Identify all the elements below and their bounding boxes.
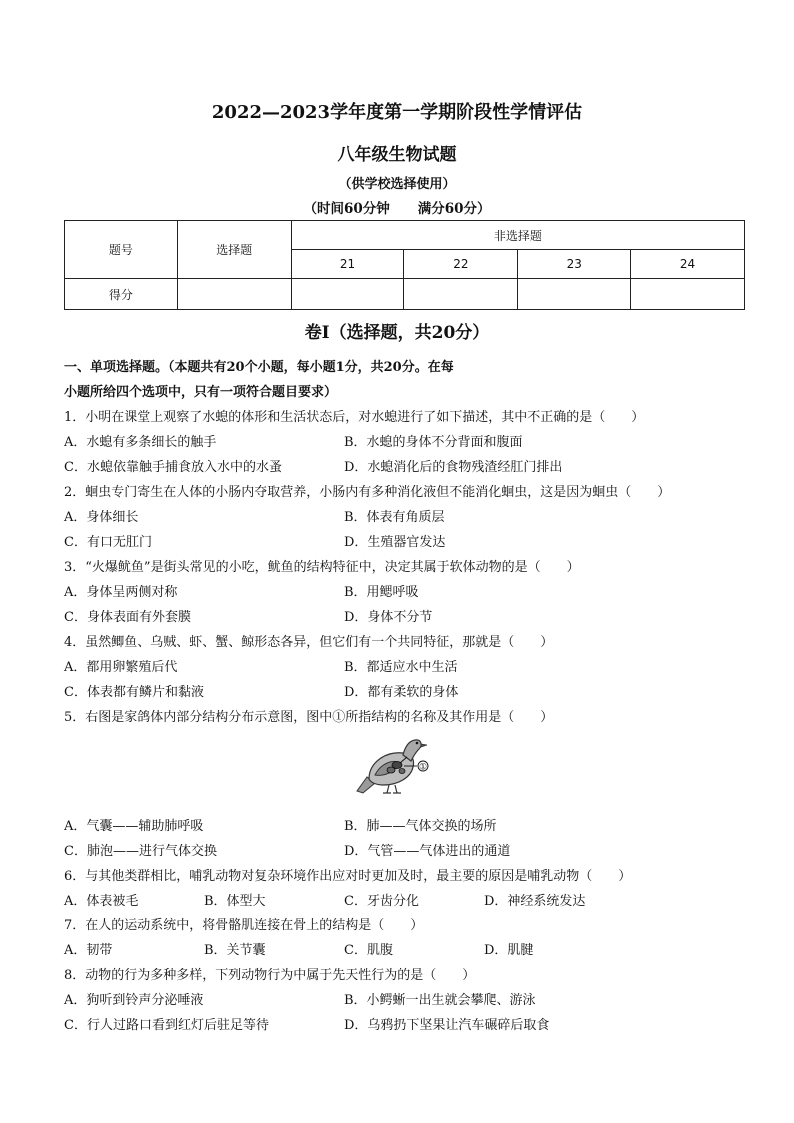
- section-instruction: 小题所给四个选项中，只有一项符合题目要求）: [64, 385, 338, 400]
- question-stem: 2．蛔虫专门寄生在人体的小肠内夺取营养，小肠内有多种消化液但不能消化蛔虫，这是因为蛔虫（ ）: [64, 485, 671, 500]
- score-cell-22[interactable]: [404, 279, 518, 310]
- question-option: B．体型大: [204, 894, 266, 909]
- question-stem: 1．小明在课堂上观察了水螅的体形和生活状态后，对水螅进行了如下描述，其中不正确的是（ ）: [64, 410, 645, 425]
- exam-note: （供学校选择使用）: [338, 177, 456, 192]
- section-instruction: 一、单项选择题。（本题共有20个小题，每小题1分，共20分。在每: [64, 360, 454, 375]
- score-row-label: 得分: [65, 279, 178, 310]
- question-option: C．肺泡——进行气体交换: [64, 844, 217, 859]
- pigeon-diagram: [355, 733, 435, 799]
- question-option: B．关节囊: [204, 943, 266, 958]
- question-option: B．用鳃呼吸: [344, 585, 419, 600]
- section-heading: 卷Ⅰ（选择题，共20分）: [304, 323, 490, 343]
- question-stem: 6．与其他类群相比，哺乳动物对复杂环境作出应对时更加及时，最主要的原因是哺乳动物（ ）: [64, 869, 632, 884]
- score-table-subheader: 21: [291, 250, 404, 279]
- question-option: A．都用卵繁殖后代: [64, 660, 178, 675]
- exam-subtitle: 八年级生物试题: [337, 145, 457, 165]
- question-option: D．乌鸦扔下坚果让汽车碾碎后取食: [344, 1018, 550, 1033]
- question-option: A．韧带: [64, 943, 113, 958]
- question-option: B．都适应水中生活: [344, 660, 458, 675]
- question-option: C．有口无肛门: [64, 535, 152, 550]
- question-stem: 4．虽然鲫鱼、乌贼、虾、蟹、鲸形态各异，但它们有一个共同特征，那就是（ ）: [64, 635, 554, 650]
- question-option: A．水螅有多条细长的触手: [64, 435, 217, 450]
- question-option: C．肌腹: [344, 943, 393, 958]
- score-cell-23[interactable]: [518, 279, 631, 310]
- question-option: D．神经系统发达: [484, 894, 586, 909]
- score-cell-choice[interactable]: [177, 279, 291, 310]
- pigeon-label: ①: [418, 762, 428, 773]
- score-table-header-question: 题号: [65, 221, 178, 279]
- question-option: D．身体不分节: [344, 610, 433, 625]
- exam-time: （时间60分钟: [303, 201, 390, 217]
- score-cell-24[interactable]: [631, 279, 745, 310]
- question-option: C．行人过路口看到红灯后驻足等待: [64, 1018, 269, 1033]
- score-table-header-nonchoice: 非选择题: [291, 221, 744, 250]
- question-option: A．身体呈两侧对称: [64, 585, 178, 600]
- question-option: C．体表都有鳞片和黏液: [64, 685, 204, 700]
- score-cell-21[interactable]: [291, 279, 404, 310]
- question-option: B．肺——气体交换的场所: [344, 819, 497, 834]
- question-option: B．体表有角质层: [344, 510, 445, 525]
- question-option: C．身体表面有外套膜: [64, 610, 191, 625]
- question-stem: 8．动物的行为多种多样，下列动物行为中属于先天性行为的是（ ）: [64, 968, 476, 983]
- question-stem: 5．右图是家鸽体内部分结构分布示意图，图中①所指结构的名称及其作用是（ ）: [64, 710, 554, 725]
- question-option: B．小鳄蜥一出生就会攀爬、游泳: [344, 993, 536, 1008]
- score-table-subheader: 24: [631, 250, 745, 279]
- exam-total-score: 满分60分）: [417, 201, 491, 217]
- question-option: D．都有柔软的身体: [344, 685, 459, 700]
- question-option: A．身体细长: [64, 510, 139, 525]
- question-option: A．体表被毛: [64, 894, 139, 909]
- score-table-header-choice: 选择题: [177, 221, 291, 279]
- exam-time-score: [0, 197, 794, 217]
- question-option: A．气囊——辅助肺呼吸: [64, 819, 204, 834]
- question-option: B．水螅的身体不分背面和腹面: [344, 435, 523, 450]
- question-option: A．狗听到铃声分泌唾液: [64, 993, 204, 1008]
- question-option: D．肌腱: [484, 943, 534, 958]
- score-table-subheader: 22: [404, 250, 518, 279]
- question-option: D．气管——气体进出的通道: [344, 844, 511, 859]
- question-option: C．水螅依靠触手捕食放入水中的水蚤: [64, 460, 282, 475]
- question-stem: 7．在人的运动系统中，将骨骼肌连接在骨上的结构是（ ）: [64, 918, 424, 933]
- question-option: D．生殖器官发达: [344, 535, 446, 550]
- score-table-subheader: 23: [518, 250, 631, 279]
- exam-title: 2022—2023学年度第一学期阶段性学情评估: [211, 102, 583, 123]
- question-option: D．水螅消化后的食物残渣经肛门排出: [344, 460, 563, 475]
- score-table: [64, 220, 745, 310]
- question-stem: 3．“火爆鱿鱼”是街头常见的小吃，鱿鱼的结构特征中，决定其属于软体动物的是（ ）: [64, 560, 580, 575]
- question-option: C．牙齿分化: [344, 894, 419, 909]
